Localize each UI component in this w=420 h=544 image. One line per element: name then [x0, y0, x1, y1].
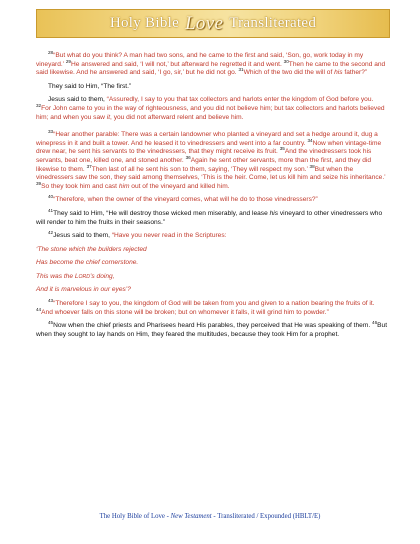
paragraph-40 — [36, 196, 388, 205]
verse-42: “Have you never read in the Scriptures: — [111, 232, 227, 240]
narration: Jesus said to them, — [53, 232, 112, 240]
verse-number: 37 — [86, 163, 92, 169]
verse-44: And whoever falls on this stone will be broken; but on whomever it falls, it will grind him to powder.” — [41, 308, 329, 316]
verse-number: 31 — [238, 67, 244, 73]
response-31: They said to Him, “The first.” — [48, 82, 132, 90]
footer-link[interactable]: The Holy Bible of Love - New Testament - Transliterated / Expounded (HBLT/E) — [99, 513, 321, 520]
verse-38: But when the vinedressers saw the son, they said among themselves, ‘This is the heir. Come, let us kill him and seize his inheritance.’ — [36, 165, 386, 182]
title-left: Holy Bible — [109, 15, 180, 31]
verse-30: Then he came to the second and said likewise. And he answered and said, ‘I go, sir,’ but he did not go. — [36, 60, 386, 77]
verse-33: “Hear another parable: There was a certain landowner who planted a vineyard and set a hedge around it, dug a winepress in it and built a tower. And he leased it to vinedressers and went into a far country. — [36, 131, 378, 147]
verse-number: 32 — [36, 102, 42, 108]
verse-29: He answered and said, ‘I will not,’ but afterward he regretted it and went. — [70, 60, 282, 68]
paragraph-42 — [36, 232, 388, 241]
verse-number: 33 — [48, 129, 54, 135]
scripture-text — [36, 52, 388, 344]
narration: Jesus said to them, — [48, 96, 107, 104]
verse-43: “Therefore I say to you, the kingdom of God will be taken from you and given to a nation bearing the fruits of it. — [53, 300, 375, 308]
header-banner — [36, 9, 390, 38]
header-title — [37, 10, 389, 37]
scripture-quote — [36, 246, 388, 295]
paragraph-45-46 — [36, 322, 388, 339]
verse-31b: “Assuredly, I say to you that tax collectors and harlots enter the kingdom of God before you. — [106, 96, 374, 104]
verse-number: 43 — [48, 298, 54, 304]
verse-number: 36 — [185, 154, 191, 160]
verse-number: 44 — [36, 306, 42, 312]
verse-45: Now when the chief priests and Pharisees heard His parables, they perceived that He was speaking of them. — [53, 322, 371, 330]
verse-number: 28 — [48, 50, 54, 55]
verse-number: 42 — [48, 230, 54, 236]
verse-number: 29 — [65, 58, 71, 64]
verse-number: 34 — [307, 137, 313, 143]
paragraph-31b-32 — [36, 96, 388, 122]
quote-line-3: This was the LORD’s doing, — [36, 272, 115, 280]
paragraph-33-39 — [36, 131, 388, 191]
paragraph-41 — [36, 207, 388, 227]
verse-32: For John came to you in the way of righteousness, and you did not believe him; but tax collectors and harlots believed him; and when you saw it, you did not afterward relent and believe him. — [36, 104, 385, 121]
quote-line-4: And it is marvelous in our eyes’? — [36, 286, 131, 294]
verse-number: 45 — [48, 320, 54, 326]
verse-number: 40 — [48, 194, 54, 200]
verse-number: 30 — [283, 58, 289, 64]
verse-37: Then last of all he sent his son to them, saying, ‘They will respect my son.’ — [91, 165, 308, 173]
verse-number: 41 — [48, 207, 54, 213]
quote-line-1: ‘The stone which the builders rejected — [36, 245, 147, 253]
verse-39: So they took him and cast him out of the vineyard and killed him. — [41, 182, 230, 190]
verse-number: 39 — [36, 180, 42, 186]
verse-46: But when they sought to lay hands on Him, they feared the multitudes, because they took Him for a prophet. — [36, 322, 388, 338]
verse-28: “But what do you think? A man had two sons, and he came to the first and said, ‘Son, go, work today in my vineyard.’ — [36, 52, 364, 68]
verse-number: 38 — [309, 163, 315, 169]
paragraph-28-31 — [36, 52, 388, 78]
quote-line-2: Has become the chief cornerstone. — [36, 259, 139, 267]
paragraph-43-44 — [36, 300, 388, 317]
title-right: Transliterated — [229, 15, 317, 31]
verse-41: They said to Him, “He will destroy those wicked men miserably, and lease his vineyard to other vinedressers who will render to him the fruits in their seasons.” — [36, 209, 383, 226]
verse-number: 35 — [279, 146, 285, 152]
verse-number: 46 — [372, 320, 378, 326]
verse-36: Again he sent other servants, more than the first, and they did likewise to them. — [36, 156, 372, 173]
verse-31: Which of the two did the will of his father?” — [243, 69, 368, 77]
verse-34: Now when vintage-time drew near, he sent his servants to the vinedressers, that they might receive its fruit. — [36, 139, 382, 156]
verse-40: “Therefore, when the owner of the vineyard comes, what will he do to those vinedressers?” — [53, 196, 318, 204]
verse-35: And the vinedressers took his servants, beat one, killed one, and stoned another. — [36, 148, 372, 164]
title-love: Love — [185, 12, 224, 34]
